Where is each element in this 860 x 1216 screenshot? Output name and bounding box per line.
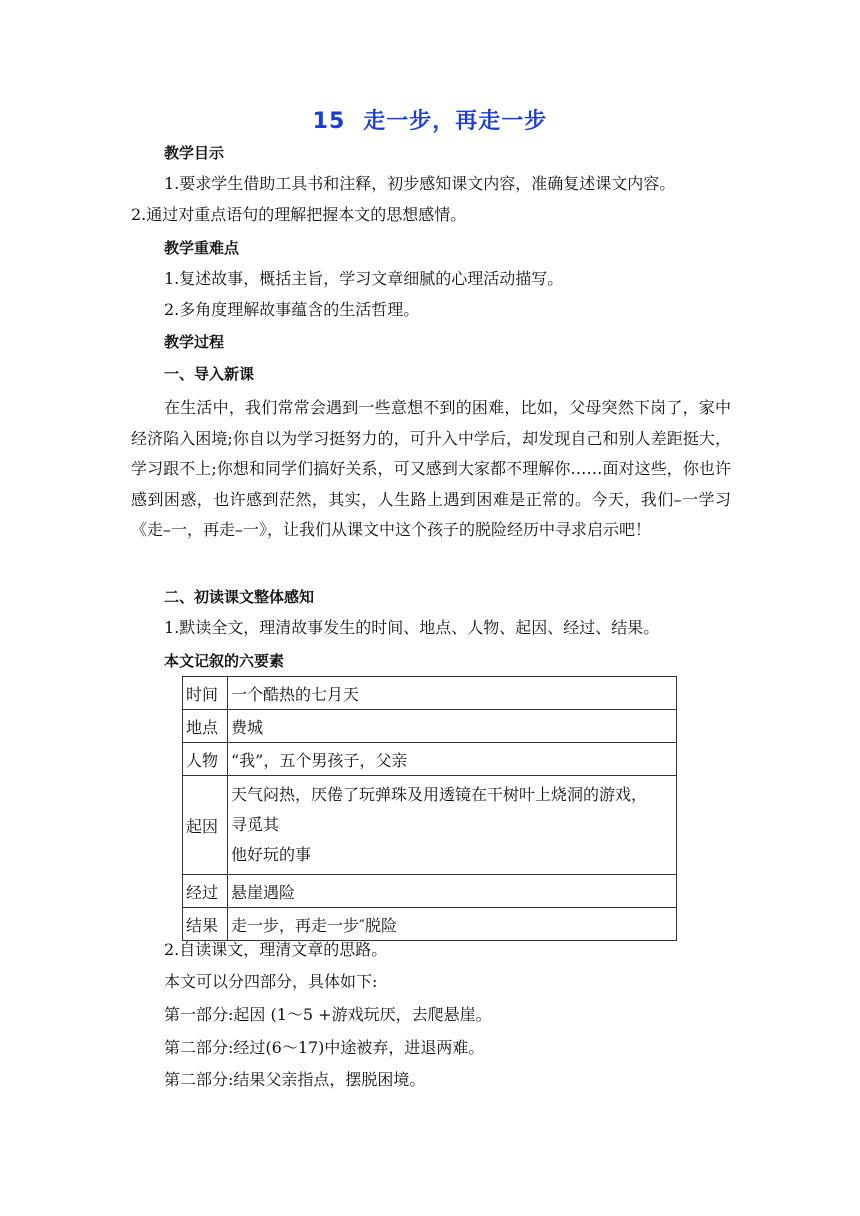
table-row [183, 908, 677, 941]
table-row [183, 677, 677, 710]
table-key: 地点 [183, 710, 228, 743]
reading-task-1: 1.默读全文，理清故事发生的时间、地点、人物、起因、经过、结果。 [164, 618, 660, 637]
table-key: 经过 [183, 875, 228, 908]
table-value: 走一步，再走一步″脱险 [228, 908, 677, 941]
process-heading: 教学过程 [164, 333, 225, 351]
table-key: 结果 [183, 908, 228, 941]
table-row [183, 776, 677, 875]
lesson-title-text: 走一步，再走一步 [363, 109, 548, 134]
table-value-line: 寻觅其 [231, 815, 280, 834]
objective-item: 1.要求学生借助工具书和注释，初步感知课文内容，准确复述课文内容。 [164, 174, 676, 193]
table-row [183, 875, 677, 908]
table-value: 一个酷热的七月天 [228, 677, 677, 710]
table-key: 起因 [183, 776, 228, 875]
lesson-title [0, 104, 860, 135]
reading-task-2: 2.自读课文，理清文章的思路。 [164, 940, 388, 959]
table-value-line: 他好玩的事 [231, 845, 312, 864]
intro-paragraph: 在生活中，我们常常会遇到一些意想不到的困难，比如，父母突然下岗了，家中经济陷入困境;你自以为学习挺努力的，可升入中学后，却发现自己和别人差距挺大，学习跟不上;你想和同学们搞好关系，可又感到大家都不理解你……面对这些，你也许感到困惑，也许感到茫然，其实，人生路上遇到困难是正常的。今天，我们–一学习《走–一，再走–一》，让我们从课文中这个孩子的脱险经历中寻求启示吧！ [131, 398, 731, 540]
keypoint-item: 2.多角度理解故事蕴含的生活哲理。 [164, 300, 420, 319]
structure-part: 第一部分:起因 (1～5 +游戏玩厌，去爬悬崖。 [164, 1005, 492, 1024]
table-heading: 本文记叙的六要素 [164, 652, 285, 670]
table-value: 费城 [228, 710, 677, 743]
keypoint-item: 1.复述故事，概括主旨，学习文章细腻的心理活动描写。 [164, 269, 564, 288]
table-key: 时间 [183, 677, 228, 710]
table-key: 人物 [183, 743, 228, 776]
section2-heading: 二、初读课文整体感知 [164, 588, 315, 606]
keypoints-heading: 教学重难点 [164, 239, 240, 257]
table-value: “我”，五个男孩子，父亲 [228, 743, 677, 776]
table-value [228, 776, 677, 875]
lesson-number: 15 [312, 109, 346, 134]
table-value: 悬崖遇险 [228, 875, 677, 908]
table-row [183, 710, 677, 743]
structure-part: 第二部分:经过(6～17)中途被弃，进退两难。 [164, 1038, 485, 1057]
six-elements-table [182, 676, 677, 941]
section1-heading: 一、导入新课 [164, 365, 255, 383]
structure-intro: 本文可以分四部分，具体如下: [164, 972, 378, 991]
structure-part: 第二部分:结果父亲指点，摆脱困境。 [164, 1070, 426, 1089]
objective-item: 2.通过对重点语句的理解把握本文的思想感情。 [131, 205, 467, 224]
table-row [183, 743, 677, 776]
objectives-heading: 教学目示 [164, 144, 225, 162]
table-value-line: 天气闷热，厌倦了玩弹珠及用透镜在干树叶上烧洞的游戏， [231, 785, 648, 804]
